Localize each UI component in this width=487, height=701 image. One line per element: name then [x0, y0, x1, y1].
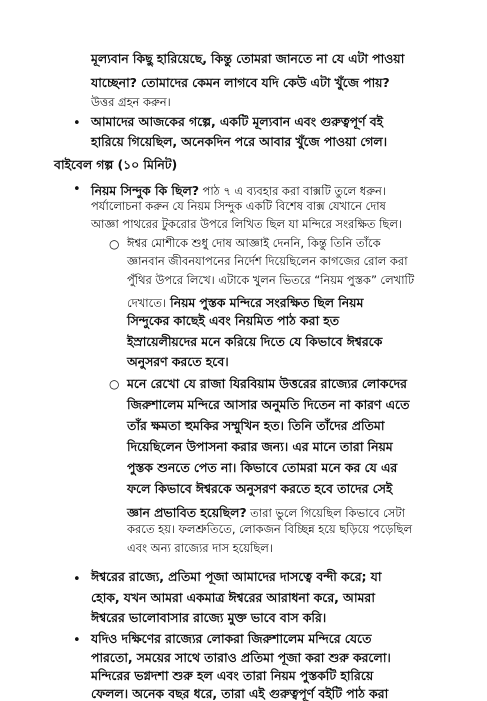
b3-line: হোক, যখন আমরা একমাত্র ঈশ্বরের আরাধনা করে, আমরা — [91, 590, 375, 605]
story-bullet-text: হারিয়ে গিয়েছিল, অনেকদিন পরে আবার খুঁজে পাওয়া গেল। — [91, 134, 387, 149]
sub2-line: এবং অন্য রাজ্যের দাস হয়েছিল। — [127, 541, 273, 555]
sub-bullet-icon: ○ — [109, 377, 120, 391]
b3-line: ঈশ্বরের ভালোবাসার রাজ্যে মুক্ত ভাবে বাস করি। — [91, 610, 327, 625]
sub2-line: জিরুশালেম মন্দিরে আসার অনুমতি দিতেন না কারণ এতে — [127, 397, 410, 412]
q1-line: পর্যালোচনা করুন যে নিয়ম সিন্দুক একটি বিশেষ বাক্স যেখানে দোষ — [91, 199, 386, 213]
intro-line: মূল্যবান কিছু হারিয়েছে, কিন্তু তোমরা জানতে না যে এটা পাওয়া — [91, 51, 405, 66]
b4-line: ফেলল। অনেক বছর ধরে, তারা এই গুরুত্বপূর্ণ বইটি পাঠ করা — [91, 686, 389, 701]
bullet-icon: • — [73, 116, 81, 131]
q1-line — [91, 182, 386, 198]
sub1-emphasis: নিয়ম পুস্তক মন্দিরে সংরক্ষিত ছিল নিয়ম — [165, 295, 364, 310]
intro-line: উত্তর গ্রহন করুন। — [91, 95, 171, 109]
b3-line: ঈশ্বরের রাজ্যে, প্রতিমা পূজা আমাদের দাসত্বে বন্দী করে; যা — [91, 569, 382, 584]
sub2-line: মনে রেখো যে রাজা যিরবিয়াম উত্তরের রাজ্যের লোকদের — [127, 376, 407, 391]
q1-question: নিয়ম সিন্দুক কি ছিল? — [91, 183, 199, 198]
q1-line: আজ্ঞা পাথরের টুকরোর উপরে লিখিত ছিল যা মন্দিরে সংরক্ষিত ছিল। — [91, 217, 402, 231]
sub2-line — [127, 504, 405, 520]
bullet-icon: • — [73, 633, 81, 648]
bullet-icon: • — [73, 572, 81, 587]
sub1-line: ইস্রায়েলীয়দের মনে করিয়ে দিতে যে কিভাবে ঈশ্বরকে — [127, 334, 383, 349]
intro-line: যাচ্ছেনা? তোমাদের কেমন লাগবে যদি কেউ এটা খুঁজে পায়? — [91, 75, 390, 90]
sub1-line: ঈশ্বর মোশীকে শুধু দোষ আজ্ঞাই দেননি, কিন্তু তিনি তাঁকে — [127, 236, 381, 250]
sub2-line: ফলে কিভাবে ঈশ্বরকে অনুসরণ করতে হবে তাদের সেই — [127, 481, 393, 496]
sub2-line: দিয়েছিলেন উপাসনা করার জন্য। এর মানে তারা নিয়ম — [127, 439, 393, 454]
q1-instruction: পাঠ ৭ এ ব্যবহার করা বাক্সটি তুলে ধরুন। — [198, 184, 386, 198]
story-bullet-text: আমাদের আজকের গল্পে, একটি মূল্যবান এবং গুরুত্বপূর্ণ বই — [91, 114, 383, 129]
sub-bullet-icon: ○ — [109, 237, 120, 251]
sub2-line: পুস্তক শুনতে পেত না। কিভাবে তোমরা মনে কর যে এর — [127, 460, 398, 475]
sub1-line: জ্ঞানবান জীবনযাপনের নির্দেশ দিয়েছিলেন কাগজের রোল করা — [127, 254, 408, 268]
sub2-line: তাঁর ক্ষমতা হুমকির সম্মুখিন হত। তিনি তাঁদের প্রতিমা — [127, 418, 385, 433]
sub2-question: জ্ঞান প্রভাবিত হয়েছিল? — [127, 505, 247, 520]
b4-line: পারতো, সময়ের সাথে তারাও প্রতিমা পূজা করা শুরু করলো। — [91, 650, 391, 665]
sub1-line: সিন্দুকের কাছেই এবং নিয়মিত পাঠ করা হত — [127, 313, 340, 328]
sub1-line: পুঁথির উপরে লিখে। এটাকে খুলন ভিতরে “নিয়ম পুস্তক” লেখাটি — [127, 273, 415, 287]
sub1-text: দেখাতে। — [127, 296, 166, 310]
sub2-answer: তারা ভুলে গিয়েছিল কিভাবে সেটা — [246, 506, 405, 520]
sub1-line: অনুসরণ করতে হবে। — [127, 354, 229, 369]
b4-line: যদিও দক্ষিণের রাজ্যের লোকরা জিরুশালেম মন্দিরে যেতে — [91, 631, 372, 646]
section-heading: বাইবেল গল্প (১০ মিনিট) — [54, 157, 178, 172]
b4-line: মন্দিরের ভগ্নদশা শুরু হল এবং তারা নিয়ম পুস্তকটি হারিয়ে — [91, 668, 374, 683]
sub1-line — [127, 294, 363, 310]
sub2-line: করতে হয়। ফলশ্রুতিতে, লোকজন বিচ্ছিন্ন হয়ে ছড়িয়ে পড়েছিল — [127, 522, 413, 536]
bullet-icon: • — [73, 182, 81, 197]
